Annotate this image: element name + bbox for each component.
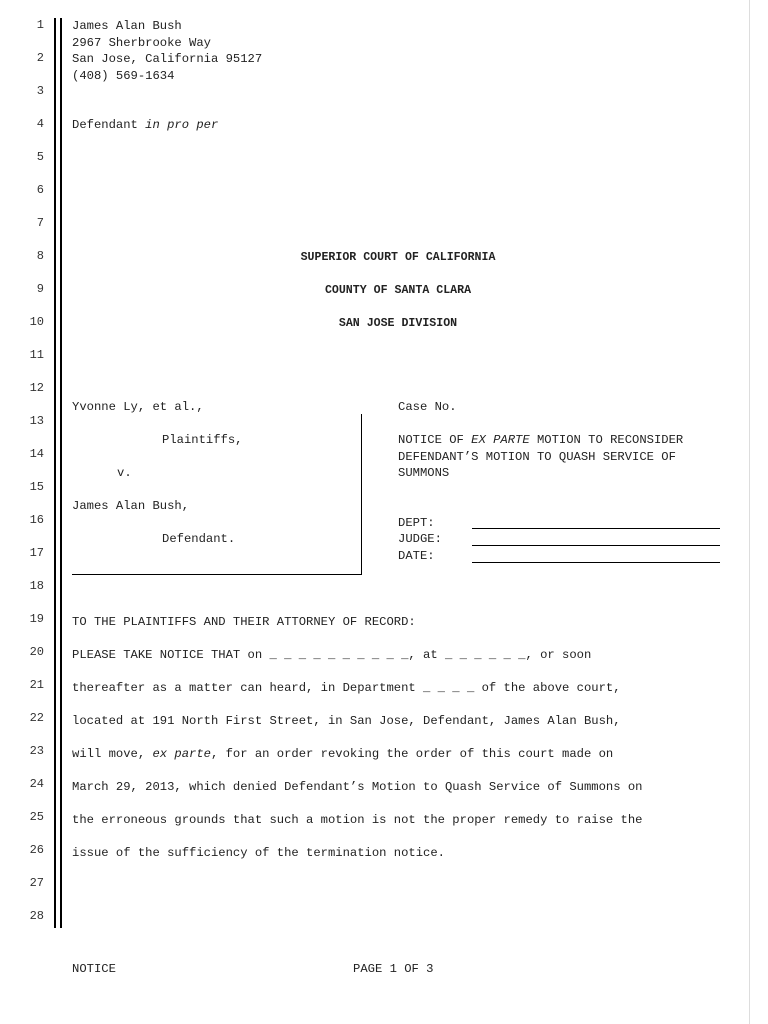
line-number: 24 (29, 777, 44, 791)
case-number-label: Case No. (398, 400, 457, 414)
line-number: 1 (36, 18, 44, 32)
plaintiffs-label: Plaintiffs, (162, 433, 243, 447)
line-number: 17 (29, 546, 44, 560)
line-number: 18 (29, 579, 44, 593)
body-line-23-pre: will move, (72, 747, 153, 761)
line-number: 7 (36, 216, 44, 230)
defendant-name: James Alan Bush, (72, 499, 190, 513)
role-prefix: Defendant (72, 118, 146, 132)
plaintiff-name: Yvonne Ly, et al., (72, 400, 204, 414)
court-county: COUNTY OF SANTA CLARA (324, 284, 472, 297)
body-line-20: PLEASE TAKE NOTICE THAT on _ _ _ _ _ _ _ _ _ _, at _ _ _ _ _ _, or soon (72, 648, 592, 662)
court-name: SUPERIOR COURT OF CALIFORNIA (300, 251, 496, 264)
title-italic: EX PARTE (471, 433, 530, 447)
versus-label: v. (117, 466, 132, 480)
margin-rule-left (54, 18, 56, 928)
caption-divider (361, 414, 362, 574)
line-number: 8 (36, 249, 44, 263)
line-number: 23 (29, 744, 44, 758)
caption-underline (72, 574, 362, 575)
line-number: 19 (29, 612, 44, 626)
footer-left: NOTICE (72, 962, 116, 976)
judge-label: JUDGE: (398, 532, 442, 546)
body-line-22: located at 191 North First Street, in San Jose, Defendant, James Alan Bush, (72, 714, 621, 728)
date-label: DATE: (398, 549, 435, 563)
party-street: 2967 Sherbrooke Way (72, 36, 211, 50)
line-number: 15 (29, 480, 44, 494)
line-number: 26 (29, 843, 44, 857)
line-number: 9 (36, 282, 44, 296)
dept-blank (472, 528, 720, 529)
dept-label: DEPT: (398, 516, 435, 530)
line-number: 27 (29, 876, 44, 890)
party-phone: (408) 569-1634 (72, 69, 175, 83)
title-prefix: NOTICE OF (398, 433, 472, 447)
court-division: SAN JOSE DIVISION (338, 317, 458, 330)
party-role (72, 117, 218, 133)
line-number: 4 (36, 117, 44, 131)
body-line-23-italic: ex parte (152, 747, 211, 761)
party-city: San Jose, California 95127 (72, 52, 263, 66)
document-title-line2: DEFENDANT’S MOTION TO QUASH SERVICE OF (398, 450, 676, 464)
line-number: 3 (36, 84, 44, 98)
body-line-24: March 29, 2013, which denied Defendant’s Motion to Quash Service of Summons on (72, 780, 643, 794)
body-line-26: issue of the sufficiency of the termination notice. (72, 846, 445, 860)
line-number: 21 (29, 678, 44, 692)
line-number: 11 (29, 348, 44, 362)
defendant-label: Defendant. (162, 532, 236, 546)
salutation: TO THE PLAINTIFFS AND THEIR ATTORNEY OF RECORD: (72, 615, 416, 629)
line-number: 14 (29, 447, 44, 461)
right-margin-rule (749, 0, 750, 1024)
line-number: 25 (29, 810, 44, 824)
role-italic: in pro per (145, 118, 219, 132)
date-blank (472, 562, 720, 563)
judge-blank (472, 545, 720, 546)
body-line-23-post: , for an order revoking the order of this court made on (210, 747, 614, 761)
document-title (398, 432, 683, 448)
body-line-21: thereafter as a matter can heard, in Department _ _ _ _ of the above court, (72, 681, 621, 695)
line-number: 13 (29, 414, 44, 428)
title-rest: MOTION TO RECONSIDER (529, 433, 684, 447)
party-name: James Alan Bush (72, 19, 182, 33)
document-title-line3: SUMMONS (398, 466, 450, 480)
line-number: 10 (29, 315, 44, 329)
line-number: 6 (36, 183, 44, 197)
line-number: 2 (36, 51, 44, 65)
body-line-25: the erroneous grounds that such a motion is not the proper remedy to raise the (72, 813, 643, 827)
line-number: 20 (29, 645, 44, 659)
line-number: 28 (29, 909, 44, 923)
line-number: 12 (29, 381, 44, 395)
body-line-23 (72, 746, 613, 762)
footer-page-number: PAGE 1 OF 3 (353, 962, 434, 976)
margin-rule-right (60, 18, 62, 928)
line-number: 5 (36, 150, 44, 164)
line-number: 16 (29, 513, 44, 527)
line-number: 22 (29, 711, 44, 725)
